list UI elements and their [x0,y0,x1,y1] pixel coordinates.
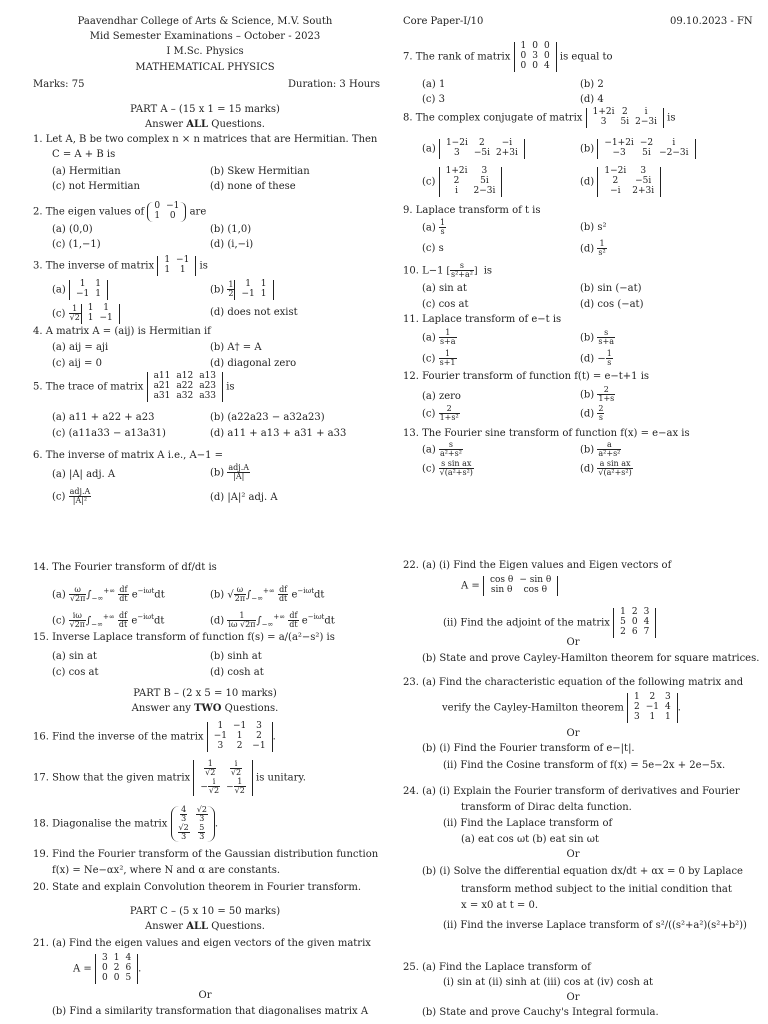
q24-option-b-ii: (ii) Find the inverse Laplace transform of s²/((s²+a²)(s²+b²)) [443,920,747,931]
part-a-title: PART A – (15 x 1 = 15 marks) [130,104,280,115]
q10-option-d: (d) cos (−at) [580,299,644,310]
q2-option-c: (c) (1,−1) [52,239,101,250]
q6-text: 6. The inverse of matrix A i.e., A−1 = [33,450,224,461]
q3-option-a: (a) 1 1 −1 1 [52,280,108,300]
q12-text: 12. Fourier transform of function f(t) = e−t+1 is [403,371,650,382]
q24-text-4: (a) eat cos ωt (b) eat sin ωt [461,834,599,845]
q24-option-b-i-2: transform method subject to the initial condition that [461,884,732,895]
q12-option-d: (d) $\frac{2}{s}$ [580,404,604,423]
q15-option-a: (a) sin at [52,651,97,662]
q7-option-b: (b) 2 [580,79,604,90]
q23-option-b-i: (b) (i) Find the Fourier transform of e−|t|. [422,743,635,754]
q24-text-2: transform of Dirac delta function. [461,802,632,813]
q7-option-a: (a) 1 [422,79,446,90]
duration: Duration: 3 Hours [288,79,381,90]
q1-option-a: (a) Hermitian [52,166,121,177]
q9-option-c: (c) s [422,243,444,254]
q14-option-c: (c) $\frac{i\omega}{√2\pi}$ $\int_{-\infty}^{+\infty}$ $\frac{df}{dt}$ $e^{-i\omega t}dt$ [52,611,165,630]
part-b-title: PART B – (2 x 5 = 10 marks) [133,688,277,699]
part-b-instructions: Answer any TWO Questions. [131,703,279,714]
q4-option-c: (c) aij = 0 [52,358,102,369]
q8-option-d: (d) 1−2i 3 2 −5i −i 2+3i [580,167,661,197]
marks: Marks: 75 [33,79,85,90]
q24-or: Or [566,849,580,860]
q1-text-2: C = A + B is [52,149,116,160]
q22-matrix-eq: A = cos θ − sin θ sin θ cos θ [461,576,558,596]
class-name: I M.Sc. Physics [166,46,244,57]
q7-matrix: 1 0 0 0 3 0 0 0 4 [514,42,557,72]
q3-option-d: (d) does not exist [210,307,298,318]
q15-option-c: (c) cos at [52,667,99,678]
exam-title: Mid Semester Examinations – October - 2023 [89,31,321,42]
q5-option-b: (b) (a22a23 − a32a23) [210,412,325,423]
q24-option-b-i-3: x = x0 at t = 0. [461,900,539,911]
q17-text: 17. Show that the given matrix $\frac{1}{√2}$ $\frac{i}{√2}$ − $\frac{i}{√2}$ − $\frac{1}{√2}$ is unitary. [33,759,306,796]
q25-or: Or [566,992,580,1003]
q8-matrix: 1+2i 2 i 3 5i 2−3i [586,108,664,128]
q9-option-b: (b) s² [580,222,607,233]
q1-option-d: (d) none of these [210,181,296,192]
q3-matrix: 1 −1 1 1 [157,256,196,276]
q19-text: 19. Find the Fourier transform of the Gaussian distribution function [33,849,379,860]
q12-option-c: (c) $\frac{2}{\text{1+s²}}$ [422,404,459,423]
q13-option-a: (a) $\frac{s}{\text{a²+s²}}$ [422,440,462,459]
q13-option-d: (d) $\frac{\text{a sin ax}}{\text{√(a²+s²)}}$ [580,459,632,478]
q23-matrix: 1 2 3 2 −1 4 3 1 1 [627,693,678,723]
q3-text: 3. The inverse of matrix 1 −1 1 1 is [33,255,208,275]
q8-option-c: (c) 1+2i 3 2 5i i 2−3i [422,167,502,197]
q8-text: 8. The complex conjugate of matrix 1+2i 2 i 3 5i 2−3i is [403,107,676,127]
q11-option-d: (d) − $\frac{1}{s}$ [580,349,612,368]
q22-matrix: 1 2 3 5 0 4 2 6 7 [613,608,656,638]
exam-date: 09.10.2023 - FN [670,16,753,27]
q13-option-b: (b) $\frac{a}{\text{a²+s²}}$ [580,440,621,459]
q11-option-c: (c) $\frac{1}{s+1}$ [422,349,456,368]
q11-text: 11. Laplace transform of e−t is [403,314,562,325]
q10-option-a: (a) sin at [422,283,467,294]
q24-text-3: (ii) Find the Laplace transform of [443,818,613,829]
q14-option-d: (d) $\frac{1}{i\omega √2\pi}$ $\int_{-\infty}^{+\infty}$ $\frac{df}{dt}$ $e^{-i\omega t}dt$ [210,611,335,630]
q18-matrix: $\frac{4}{3}$ $\frac{√2}{3}$ $\frac{√2}{3}$ $\frac{5}{3}$ [171,806,215,842]
q3-option-c: (c) $\frac{1}{√2}$ 1 1 1 −1 [52,304,120,324]
q24-text: 24. (a) (i) Explain the Fourier transform of derivatives and Fourier [403,786,740,797]
q14-option-b: (b) √ $\frac{\omega}{2\pi}$ $\int_{-\infty}^{+\infty}$ $\frac{df}{dt}$ $e^{-i\omega t}dt$ [210,585,325,604]
part-c-title: PART C – (5 x 10 = 50 marks) [129,906,281,917]
q2-option-d: (d) (i,−i) [210,239,254,250]
q2-option-a: (a) (0,0) [52,224,93,235]
q23-text: 23. (a) Find the characteristic equation of the following matrix and [403,677,744,688]
q15-text: 15. Inverse Laplace transform of function f(s) = a/(a²−s²) is [33,632,335,643]
q11-option-a: (a) $\frac{1}{s+a}$ [422,328,456,347]
q9-option-a: (a) $\frac{1}{s}$ [422,218,446,237]
q21-text: 21. (a) Find the eigen values and eigen vectors of the given matrix [33,938,371,949]
q6-option-c: (c) $\frac{\text{adj.A}}{\text{|A|²}}$ [52,487,91,506]
q5-option-a: (a) a11 + a22 + a23 [52,412,155,423]
q14-option-a: (a) $\frac{\omega}{√2\pi}$ $\int_{-\infty}^{+\infty}$ $\frac{df}{dt}$ $e^{-i\omega t}dt$ [52,585,165,604]
q7-text: 7. The rank of matrix 1 0 0 0 3 0 0 0 4 is equal to [403,41,613,71]
college-name: Paavendhar College of Arts & Science, M.V. South [77,16,333,27]
q13-text: 13. The Fourier sine transform of function f(x) = e−ax is [403,428,690,439]
q4-option-a: (a) aij = aji [52,342,109,353]
q19-text-2: f(x) = Ne−αx², where N and α are constants. [52,865,281,876]
q10-text: 10. L−1 [ $\frac{s}{\text{s²+a²}}$ ] is [403,261,493,280]
part-a-instructions: Answer ALL Questions. [145,119,265,130]
q6-option-b: (b) $\frac{\text{adj.A}}{|A|}$ [210,463,250,482]
q20-text: 20. State and explain Convolution theorem in Fourier transform. [33,882,362,893]
q15-option-d: (d) cosh at [210,667,264,678]
q11-option-b: (b) $\frac{s}{s+a}$ [580,328,614,347]
q1-text: 1. Let A, B be two complex n × n matrices that are Hermitian. Then [33,134,378,145]
q12-option-a: (a) zero [422,391,461,402]
q5-matrix: a11 a12 a13 a21 a22 a23 a31 a32 a33 [147,372,223,402]
q22-text-2: (ii) Find the adjoint of the matrix 1 2 3 5 0 4 2 6 7 [443,608,656,638]
q22-option-b: (b) State and prove Cayley-Hamilton theorem for square matrices. [422,653,760,664]
q16-text: 16. Find the inverse of the matrix 1 −1 3 −1 1 2 3 2 −1 . [33,721,276,751]
q23-option-b-ii: (ii) Find the Cosine transform of f(x) = 5e−2x + 2e−5x. [443,760,726,771]
q10-option-b: (b) sin (−at) [580,283,642,294]
q9-text: 9. Laplace transform of t is [403,205,541,216]
q1-option-b: (b) Skew Hermitian [210,166,310,177]
q12-option-b: (b) $\frac{2}{1+s}$ [580,385,615,404]
q2-text: 2. The eigen values of 0 −1 1 0 are [33,201,207,221]
q25-text-2: (i) sin at (ii) sinh at (iii) cos at (iv) cosh at [443,977,654,988]
q24-option-b-i: (b) (i) Solve the differential equation dx/dt + αx = 0 by Laplace [422,866,743,877]
q2-option-b: (b) (1,0) [210,224,252,235]
q9-option-d: (d) $\frac{1}{\text{s²}}$ [580,239,606,258]
q8-option-a: (a) 1−2i 2 −i 3 −5i 2+3i [422,139,525,159]
q22-or: Or [566,637,580,648]
q25-text: 25. (a) Find the Laplace transform of [403,962,591,973]
q15-option-b: (b) sinh at [210,651,262,662]
q3-option-b: (b) $\frac{1}{2}$ 1 1 −1 1 [210,280,274,300]
q8-option-b: (b) −1+2i −2 i −3 5i −2−3i [580,139,696,159]
q23-or: Or [566,728,580,739]
q5-option-d: (d) a11 + a13 + a31 + a33 [210,428,347,439]
q7-option-d: (d) 4 [580,94,604,105]
part-c-instructions: Answer ALL Questions. [145,921,265,932]
q21-option-b: (b) Find a similarity transformation that diagonalises matrix A [52,1006,369,1017]
q25-option-b: (b) State and prove Cauchy's Integral formula. [422,1007,659,1018]
q22-text: 22. (a) (i) Find the Eigen values and Eigen vectors of [403,560,672,571]
q17-matrix: $\frac{1}{√2}$ $\frac{i}{√2}$ − $\frac{i}{√2}$ − $\frac{1}{√2}$ [193,760,252,796]
q4-text: 4. A matrix A = (aij) is Hermitian if [33,326,211,337]
q21-or: Or [198,990,212,1001]
q4-option-b: (b) A† = A [210,342,262,353]
q5-option-c: (c) (a11a33 − a13a31) [52,428,166,439]
q6-option-a: (a) |A| adj. A [52,469,116,480]
q10-option-c: (c) cos at [422,299,469,310]
q7-option-c: (c) 3 [422,94,445,105]
q6-option-d: (d) |A|² adj. A [210,492,278,503]
q13-option-c: (c) $\frac{\text{s sin ax}}{\text{√(a²+s²)}}$ [422,459,473,478]
q1-option-c: (c) not Hermitian [52,181,140,192]
q2-matrix: 0 −1 1 0 [147,202,186,222]
q16-matrix: 1 −1 3 −1 1 2 3 2 −1 [207,722,273,752]
q4-option-d: (d) diagonal zero [210,358,297,369]
q21-matrix-eq: A = 3 1 4 0 2 6 0 0 5 . [73,953,142,983]
q23-text-2: verify the Cayley-Hamilton theorem 1 2 3 2 −1 4 3 1 1 . [442,692,681,722]
q18-text: 18. Diagonalise the matrix $\frac{4}{3}$ $\frac{√2}{3}$ $\frac{√2}{3}$ $\frac{5}{3}$ . [33,805,219,842]
q5-text: 5. The trace of matrix a11 a12 a13 a21 a22 a23 a31 a32 a33 is [33,371,235,401]
subject-title: MATHEMATICAL PHYSICS [135,62,275,73]
paper-code: Core Paper-I/10 [403,16,484,27]
q14-text: 14. The Fourier transform of df/dt is [33,562,217,573]
